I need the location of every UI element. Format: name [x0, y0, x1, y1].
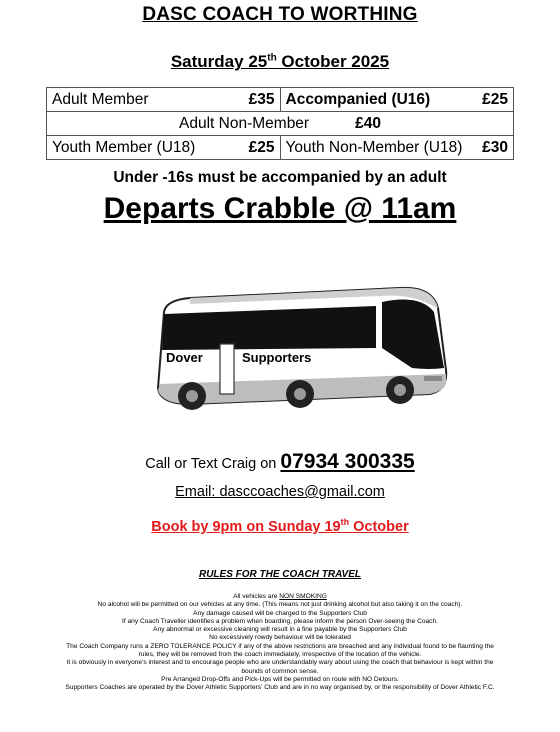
- coach-label-left: Dover: [166, 350, 203, 365]
- coach-illustration: [150, 278, 450, 426]
- rules-heading: RULES FOR THE COACH TRAVEL: [198, 569, 362, 580]
- price-row: [47, 88, 514, 112]
- rule-text: All vehicles are: [233, 593, 280, 600]
- date-day: Saturday 25: [170, 52, 268, 71]
- rule-line: Supporters Coaches are operated by the Dover Athletic Supporters' Club and are in no way organised by, or the responsibility of Dover Athletic F.C.: [65, 684, 495, 692]
- rule-line: The Coach Company runs a ZERO TOLERANCE POLICY if any of the above restrictions are breached and any individual found to be flaunting the: [66, 642, 494, 650]
- price-label: Accompanied (U16): [285, 90, 431, 108]
- price-cell: [47, 88, 281, 112]
- rule-line: No alcohol will be permitted on our vehicles at any time. (This means not just drinking alcohol but also taking it on the coach).: [97, 601, 463, 609]
- price-table: [46, 87, 514, 160]
- coach-label-right: Supporters: [242, 350, 312, 365]
- price-cell: [280, 136, 514, 160]
- price-amount: £35: [248, 90, 275, 108]
- event-date: [0, 52, 560, 72]
- price-cell: [280, 88, 514, 112]
- price-row: [47, 112, 514, 136]
- rule-line: [28, 593, 532, 601]
- price-amount: £25: [248, 138, 275, 156]
- rule-line: rules, they will be removed from the coach immediately, irrespective of the location of the vehicle.: [138, 651, 422, 659]
- date-rest: October 2025: [276, 52, 390, 71]
- rule-line: Any abnormal or excessive cleaning will result in a fine payable by the Supporters Club: [153, 626, 407, 634]
- price-label: Youth Member (U18): [52, 138, 196, 156]
- price-cell: [47, 136, 281, 160]
- rule-line: Any damage caused will be charged to the Supporters Club: [193, 609, 367, 617]
- rule-line: Pre Arranged Drop-Offs and Pick-Ups will be permitted on route with NO Detours.: [161, 675, 399, 683]
- rule-line: It is obviously in everyone's interest and to encourage people who are understandably wary about using the coach that behaviour is kept within the: [66, 659, 494, 667]
- price-row: [47, 136, 514, 160]
- contact-label: Call or Text Craig on: [145, 456, 277, 472]
- price-amount: £25: [482, 90, 508, 108]
- price-amount: £30: [482, 138, 508, 156]
- price-amount: £40: [355, 114, 381, 132]
- booking-suffix: th: [340, 517, 350, 527]
- price-label: Youth Non-Member (U18): [285, 138, 463, 156]
- rule-line: If any Coach Traveller identifies a problem when boarding, please inform the person Over-seeing the Coach.: [122, 617, 438, 625]
- price-label: Adult Member: [52, 90, 149, 108]
- phone-number[interactable]: 07934 300335: [280, 450, 415, 473]
- booking-text-end: October: [349, 518, 409, 535]
- flyer-title: DASC COACH TO WORTHING: [142, 4, 418, 25]
- contact-line: [0, 450, 560, 474]
- booking-text: Book by 9pm on Sunday 19: [151, 518, 341, 535]
- rule-line: bounds of common sense.: [241, 667, 319, 675]
- rule-emphasis: NON SMOKING: [279, 593, 327, 600]
- booking-deadline: [0, 517, 560, 535]
- departure-info: Departs Crabble @ 11am: [103, 192, 457, 225]
- rules-list: [28, 593, 532, 693]
- price-label: Adult Non-Member: [179, 114, 310, 132]
- price-cell: [47, 112, 514, 136]
- email-address[interactable]: Email: dasccoaches@gmail.com: [175, 484, 385, 500]
- date-suffix: th: [267, 52, 277, 64]
- age-notice: Under -16s must be accompanied by an adult: [113, 169, 447, 186]
- rule-line: No excessively rowdy behaviour will be tolerated: [209, 634, 351, 642]
